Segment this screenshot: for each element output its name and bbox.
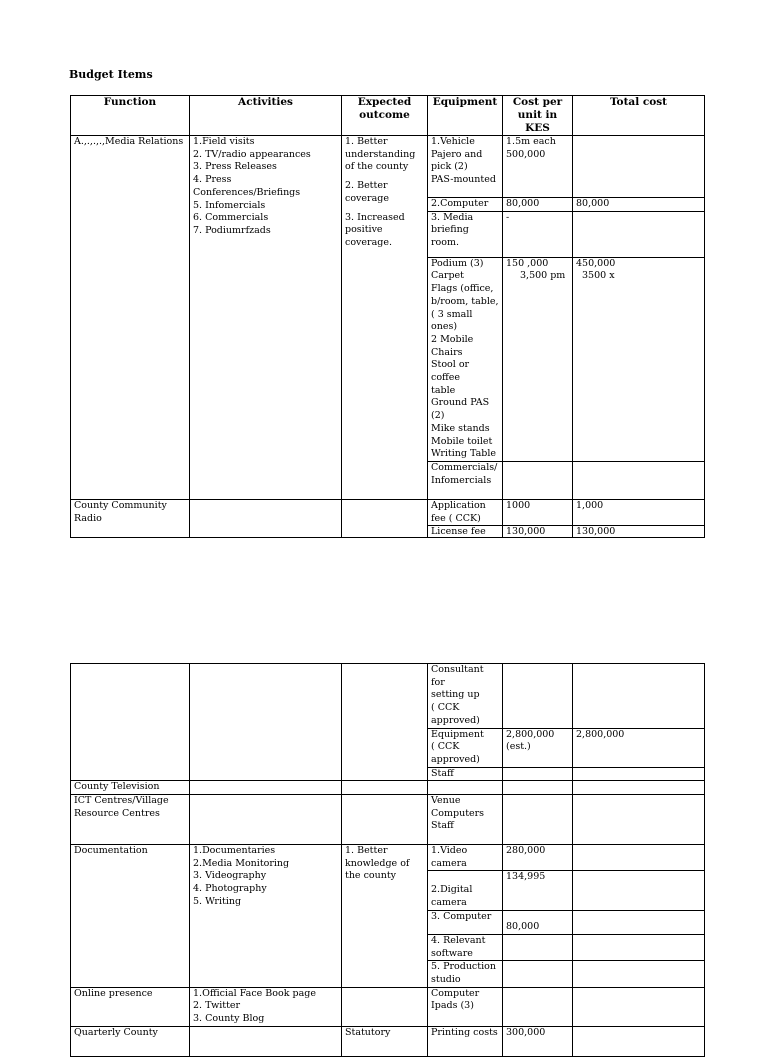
cell-text: 450,000 [576, 257, 616, 269]
cell-text: 7. Podiumrfzads [193, 224, 271, 236]
cost-license-fee: 130,000 [503, 526, 573, 538]
cost-media-room: - [503, 211, 573, 257]
cost-doc-computer [503, 910, 573, 934]
activities-county-television [190, 781, 342, 795]
cell-text: Flags (office, [431, 283, 494, 295]
cost-video-camera: 280,000 [503, 845, 573, 871]
budget-table-2 [70, 663, 705, 1057]
cell-text: ICT Centres/Village [74, 795, 169, 807]
cell-text: Resource Centres [74, 807, 160, 819]
cell-text: 3. Press Releases [193, 161, 277, 173]
header-cost-per-unit: Cost per unit in KES [503, 96, 573, 136]
equipment-application-fee [428, 499, 503, 525]
total-computer: 80,000 [573, 198, 705, 212]
equipment-license-fee: License fee [428, 526, 503, 538]
cost-cck-equipment [503, 728, 573, 767]
cost-vehicle [503, 136, 573, 198]
equipment-vehicle [428, 136, 503, 198]
total-doc-computer [573, 910, 705, 934]
cell-text: coverage [345, 192, 389, 204]
cell-text: 1.Official Face Book page [193, 987, 316, 999]
cell-text: pick (2) [431, 161, 468, 173]
cell-text: knowledge of [345, 857, 410, 869]
outcome-ict-centres [342, 795, 428, 845]
cell-text: Commercials/ [431, 461, 498, 473]
activities-documentation [190, 845, 342, 988]
cell-text: 1.Vehicle [431, 136, 475, 147]
cell-text: 2.Digital [431, 884, 473, 896]
total-application-fee: 1,000 [573, 499, 705, 525]
total-commercials [573, 461, 705, 499]
cell-text: 3. Videography [193, 870, 267, 882]
function-documentation: Documentation [71, 845, 190, 988]
cost-consultant [503, 664, 573, 729]
cell-text: 5. Infomercials [193, 199, 266, 211]
cell-text: ( CCK [431, 702, 460, 714]
cell-text: Consultant for [431, 664, 484, 688]
cell-text: 5. Writing [193, 895, 242, 907]
cell-text: 5. Production [431, 961, 496, 973]
cost-staff [503, 767, 573, 781]
total-digital-camera [573, 871, 705, 910]
cell-text: Staff [431, 820, 454, 832]
activities-blank [190, 664, 342, 781]
cell-text: A.,.,.,.,Media Relations [74, 136, 184, 147]
cell-text: Stool or coffee [431, 359, 470, 384]
equipment-ict-centres [428, 795, 503, 845]
cell-text: PAS-mounted [431, 174, 496, 186]
total-online-presence [573, 987, 705, 1026]
outcome-media-relations [342, 136, 428, 500]
cell-text: 1.Field visits [193, 136, 255, 147]
budget-table-1 [70, 95, 705, 538]
cell-text: the county [345, 870, 397, 882]
equipment-doc-computer: 3. Computer [428, 910, 503, 934]
cell-text: 1.Documentaries [193, 845, 276, 857]
cell-text: 150 ,000 [506, 257, 549, 269]
total-media-room [573, 211, 705, 257]
outcome-documentation [342, 845, 428, 988]
cell-text: fee ( CCK) [431, 512, 481, 524]
cell-text: table [431, 384, 456, 396]
header-activities: Activities [190, 96, 342, 136]
cell-text: Ground PAS [431, 397, 490, 409]
cell-text: understanding [345, 148, 416, 160]
cell-text: ( 3 small ones) [431, 308, 473, 333]
cost-county-television [503, 781, 573, 795]
cell-text: Writing Table [431, 448, 496, 460]
cell-text: Computer [431, 987, 480, 999]
cell-text: positive [345, 224, 383, 236]
activities-media-relations [190, 136, 342, 500]
activities-community-radio [190, 499, 342, 537]
total-consultant [573, 664, 705, 729]
cell-text: 80,000 [506, 920, 540, 932]
equipment-consultant [428, 664, 503, 729]
equipment-county-television [428, 781, 503, 795]
cost-online-presence [503, 987, 573, 1026]
cost-relevant-software [503, 934, 573, 960]
outcome-quarterly-county: Statutory [342, 1026, 428, 1056]
cell-text: Mobile toilet [431, 435, 493, 447]
cell-text: 2. Better [345, 180, 388, 192]
cell-text: Ipads (3) [431, 1000, 474, 1012]
cell-text: camera [431, 897, 467, 909]
cell-text: (est.) [506, 741, 531, 753]
cell-text: Computers [431, 807, 485, 819]
cell-text: 4. Press Conferences/Briefings [193, 174, 301, 198]
cell-text: Pajero and [431, 148, 483, 160]
total-cck-equipment: 2,800,000 [573, 728, 705, 767]
equipment-commercials [428, 461, 503, 499]
cell-text: 4. Relevant [431, 934, 486, 946]
cell-text: approved) [431, 714, 480, 726]
outcome-community-radio [342, 499, 428, 537]
cost-podium [503, 257, 573, 461]
page-title: Budget Items [69, 68, 153, 81]
activities-online-presence [190, 987, 342, 1026]
equipment-cck-equipment [428, 728, 503, 767]
cell-text: coverage. [345, 236, 392, 248]
cell-text: 2. TV/radio appearances [193, 148, 311, 160]
cell-text: camera [431, 857, 467, 869]
cell-text: County Community [74, 499, 167, 511]
total-relevant-software [573, 934, 705, 960]
cell-text: 1. Better [345, 136, 388, 147]
cell-text: 1. Better [345, 845, 388, 857]
cell-text: Venue [431, 795, 461, 807]
total-podium [573, 257, 705, 461]
equipment-online-presence [428, 987, 503, 1026]
equipment-podium [428, 257, 503, 461]
cell-text: 500,000 [506, 148, 546, 160]
cell-text: setting up [431, 689, 480, 701]
cell-text: briefing room. [431, 224, 469, 249]
cost-production-studio [503, 961, 573, 987]
activities-ict-centres [190, 795, 342, 845]
cell-text: 1.5m each [506, 136, 556, 147]
total-vehicle [573, 136, 705, 198]
cell-text: software [431, 947, 473, 959]
cell-text: 1.Video [431, 845, 468, 857]
outcome-online-presence [342, 987, 428, 1026]
cost-commercials [503, 461, 573, 499]
equipment-media-room [428, 211, 503, 257]
cost-ict-centres [503, 795, 573, 845]
cell-spacer [431, 871, 499, 884]
cell-text: Carpet [431, 270, 464, 282]
total-printing-costs [573, 1026, 705, 1056]
cell-text: 2 Mobile [431, 333, 474, 345]
function-community-radio [71, 499, 190, 537]
header-equipment: Equipment [428, 96, 503, 136]
outcome-county-television [342, 781, 428, 795]
equipment-computer: 2.Computer [428, 198, 503, 212]
cell-text: Radio [74, 512, 102, 524]
function-blank [71, 664, 190, 781]
cost-digital-camera: 134,995 [503, 871, 573, 910]
total-video-camera [573, 845, 705, 871]
cell-text: 6. Commercials [193, 212, 269, 224]
cell-text: Chairs [431, 346, 463, 358]
cost-application-fee: 1000 [503, 499, 573, 525]
cell-text: Infomercials [431, 474, 492, 486]
cell-text: ( CCK [431, 741, 460, 753]
cost-computer: 80,000 [503, 198, 573, 212]
cell-text: Mike stands [431, 422, 490, 434]
function-media-relations [71, 136, 190, 500]
cell-text: (2) [431, 410, 445, 422]
cell-text: 3,500 pm [520, 270, 566, 282]
cell-text: 3500 x [582, 270, 615, 282]
cell-text: Podium (3) [431, 257, 484, 269]
cell-text: b/room, table, [431, 295, 499, 307]
total-ict-centres [573, 795, 705, 845]
equipment-relevant-software [428, 934, 503, 960]
function-ict-centres [71, 795, 190, 845]
cell-text: Equipment [431, 728, 484, 740]
cell-text: 2.Media Monitoring [193, 857, 290, 869]
equipment-production-studio [428, 961, 503, 987]
activities-quarterly-county [190, 1026, 342, 1056]
function-online-presence: Online presence [71, 987, 190, 1026]
equipment-printing-costs: Printing costs [428, 1026, 503, 1056]
cell-text: of the county [345, 161, 409, 173]
total-license-fee: 130,000 [573, 526, 705, 538]
equipment-digital-camera [428, 871, 503, 910]
total-county-television [573, 781, 705, 795]
cell-text: 4. Photography [193, 883, 267, 895]
function-quarterly-county: Quarterly County [71, 1026, 190, 1056]
cost-printing-costs: 300,000 [503, 1026, 573, 1056]
cell-text: studio [431, 973, 461, 985]
cell-text: 3. County Blog [193, 1013, 265, 1025]
cell-text: 3. Increased [345, 211, 405, 223]
equipment-video-camera [428, 845, 503, 871]
total-production-studio [573, 961, 705, 987]
cell-text: 2. Twitter [193, 1000, 241, 1012]
total-staff [573, 767, 705, 781]
outcome-blank [342, 664, 428, 781]
cell-text: 2,800,000 [506, 728, 555, 740]
header-total-cost: Total cost [573, 96, 705, 136]
cell-text: 3. Media [431, 211, 474, 223]
header-function: Function [71, 96, 190, 136]
equipment-staff: Staff [428, 767, 503, 781]
function-county-television: County Television [71, 781, 190, 795]
cell-text: Application [431, 499, 486, 511]
header-expected-outcome: Expected outcome [342, 96, 428, 136]
cell-text: approved) [431, 753, 480, 765]
